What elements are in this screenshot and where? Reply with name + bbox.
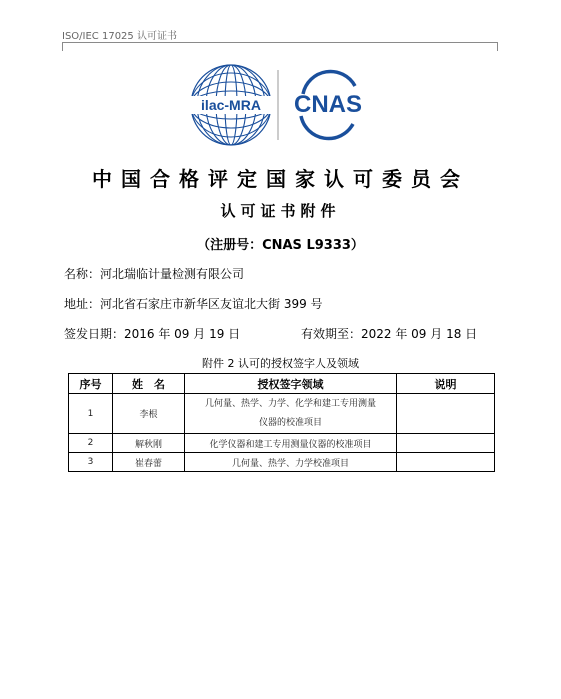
row-name: 崔春蕾 — [113, 453, 185, 472]
table-row — [69, 394, 495, 434]
table-caption: 附件 2 认可的授权签字人及领域 — [202, 357, 359, 370]
header-rule — [62, 42, 498, 43]
row-note — [397, 394, 495, 434]
row-scope — [185, 394, 397, 434]
valid-until: 有效期至：2022 年 09 月 18 日 — [301, 327, 478, 341]
table-header-row — [69, 374, 495, 394]
row-name: 解秋刚 — [113, 434, 185, 453]
header-standard-label: ISO/IEC 17025 认可证书 — [62, 31, 177, 42]
row-no: 2 — [69, 434, 113, 453]
ilac-mra-text: ilac-MRA — [201, 97, 261, 113]
row-note — [397, 453, 495, 472]
row-scope: 几何量、热学、力学校准项目 — [185, 453, 397, 472]
logo-separator — [277, 70, 279, 140]
row-no: 1 — [69, 394, 113, 434]
row-no: 3 — [69, 453, 113, 472]
row-scope: 化学仪器和建工专用测量仪器的校准项目 — [185, 434, 397, 453]
header-note: 说明 — [397, 374, 495, 394]
row-note — [397, 434, 495, 453]
signatory-table — [68, 373, 495, 472]
header-name: 姓 名 — [113, 374, 185, 394]
ilac-mra-logo — [188, 62, 274, 148]
issue-date: 签发日期：2016 年 09 月 19 日 — [64, 327, 241, 341]
committee-title: 中国合格评定国家认可委员会 — [92, 167, 469, 191]
table-row — [69, 453, 495, 472]
cnas-text: CNAS — [293, 91, 363, 118]
certificate-annex-title: 认可证书附件 — [220, 202, 341, 220]
registration-number: （注册号：CNAS L9333） — [197, 238, 364, 253]
header-no: 序号 — [69, 374, 113, 394]
row-scope-line: 仪器的校准项目 — [258, 417, 322, 428]
header-corner-left — [62, 42, 63, 51]
organization-name: 名称：河北瑞临计量检测有限公司 — [64, 267, 245, 281]
header-corner-right — [497, 42, 498, 51]
row-name: 李根 — [113, 394, 185, 434]
cnas-logo — [283, 64, 373, 144]
organization-address: 地址：河北省石家庄市新华区友谊北大街 399 号 — [64, 297, 323, 311]
table-row — [69, 434, 495, 453]
header-scope: 授权签字领域 — [185, 374, 397, 394]
row-scope-line: 几何量、热学、力学、化学和建工专用测量 — [204, 398, 376, 409]
